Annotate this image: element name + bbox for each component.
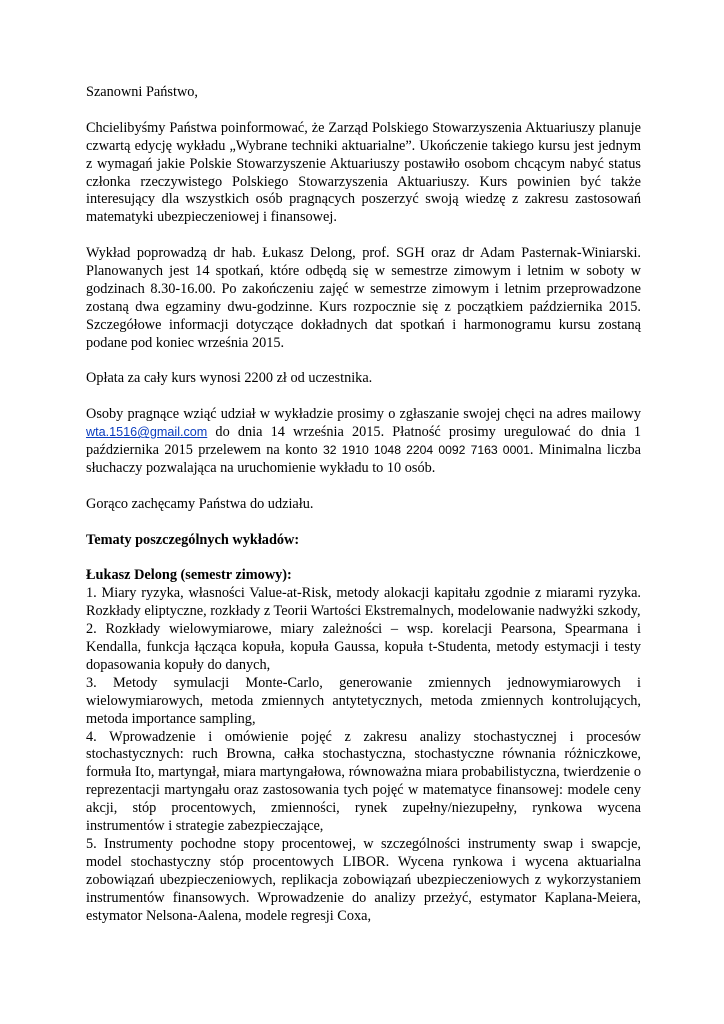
closing-paragraph: Gorąco zachęcamy Państwa do udziału. <box>86 495 314 512</box>
registration-text-1: Osoby pragnące wziąć udział w wykładzie prosimy o zgłaszanie swojej chęci na adres mailowy <box>86 406 641 423</box>
fee-paragraph: Opłata za cały kurs wynosi 2200 zł od uczestnika. <box>86 370 373 387</box>
topic-item-1: 1. Miary ryzyka, własności Value-at-Risk, metody alokacji kapitału zgodnie z miarami ryzyka. Rozkłady eliptyczne, rozkłady z Teorii Wartości Ekstremalnych, modelowanie nadwyżki szkody, <box>86 585 641 620</box>
document-page <box>86 84 641 925</box>
registration-paragraph <box>86 406 641 478</box>
topic-item-5: 5. Instrumenty pochodne stopy procentowej, w szczególności instrumenty swap i swapcje, model stochastyczny stóp procentowych LIBOR. Wycena rynkowa i wycena aktuarialna zobowiązań ubezpieczeniowych, replikacja zobowiązań ubezpieczeniowych z wykorzystaniem instrumentów finansowych. Wprowadzenie do analizy przeżyć, estymator Kaplana-Meiera, estymator Nelsona-Aalena, modele regresji Coxa, <box>86 835 641 924</box>
lecturers-paragraph: Wykład poprowadzą dr hab. Łukasz Delong, prof. SGH oraz dr Adam Pasternak-Winiarski. Planowanych jest 14 spotkań, które odbędą się w semestrze zimowym i letnim w soboty w godzinach 8.30-16.00. Po zakończeniu zajęć w semestrze zimowym i letnim przeprowadzone zostaną dwa egzaminy dwu-godzinne. Kurs rozpocznie się z początkiem października 2015. Szczegółowe informacji dotyczące dokładnych dat spotkań i harmonogramu kursu zostaną podane pod koniec września 2015. <box>86 245 641 351</box>
topic-item-2: 2. Rozkłady wielowymiarowe, miary zależności – wsp. korelacji Pearsona, Spearmana i Kendalla, funkcja łącząca kopuła, kopuła Gaussa, kopuła t-Studenta, metody estymacji i testy dopasowania kopuły do danych, <box>86 621 641 673</box>
topic-item-3: 3. Metody symulacji Monte-Carlo, generowanie zmiennych jednowymiarowych i wielowymiarowych, metoda zmiennych antytetycznych, metoda zmiennych kontrolujących, metoda importance sampling, <box>86 674 641 727</box>
email-link[interactable]: wta.1516@gmail.com <box>86 425 208 440</box>
salutation: Szanowni Państwo, <box>86 84 198 100</box>
registration-text-3: . Minimalna liczba słuchaczy pozwalająca na uruchomienie wykładu to 10 osób. <box>86 442 641 476</box>
lecturer-heading: Łukasz Delong (semestr zimowy): <box>86 567 292 584</box>
intro-paragraph: Chcielibyśmy Państwa poinformować, że Zarząd Polskiego Stowarzyszenia Aktuariuszy planuje czwartą edycję wykładu „Wybrane techniki aktuarialne”. Ukończenie takiego kursu jest jednym z wymagań jakie Polskie Stowarzyszenie Aktuariuszy postawiło osobom chcącym nabyć status członka rzeczywistego Polskiego Stowarzyszenia Aktuariuszy. Kurs powinien być także interesujący dla wszystkich osób pragnących poszerzyć swoją wiedzę z zakresu zastosowań matematyki ubezpieczeniowej i finansowej. <box>86 119 641 226</box>
bank-account-number: 32 1910 1048 2204 0092 7163 0001 <box>322 443 530 458</box>
topic-item-4: 4. Wprowadzenie i omówienie pojęć z zakresu analizy stochastycznej i procesów stochastycznych: ruch Browna, całka stochastyczna, stochastyczne równania różniczkowe, formuła Ito, martyngał, miara martyngałowa, równoważna miara probabilistyczna, twierdzenie o reprezentacji martyngału oraz zastosowania tych pojęć w matematyce finansowej: modele ceny akcji, stóp procentowych, zmienności, rynek zupełny/niezupełny, rynkowa wycena instrumentów i strategie zabezpieczające, <box>86 728 641 835</box>
topics-heading: Tematy poszczególnych wykładów: <box>86 531 300 548</box>
registration-text-2: do dnia 14 września 2015. Płatność prosimy uregulować do dnia 1 października 2015 przelewem na konto <box>86 424 641 459</box>
